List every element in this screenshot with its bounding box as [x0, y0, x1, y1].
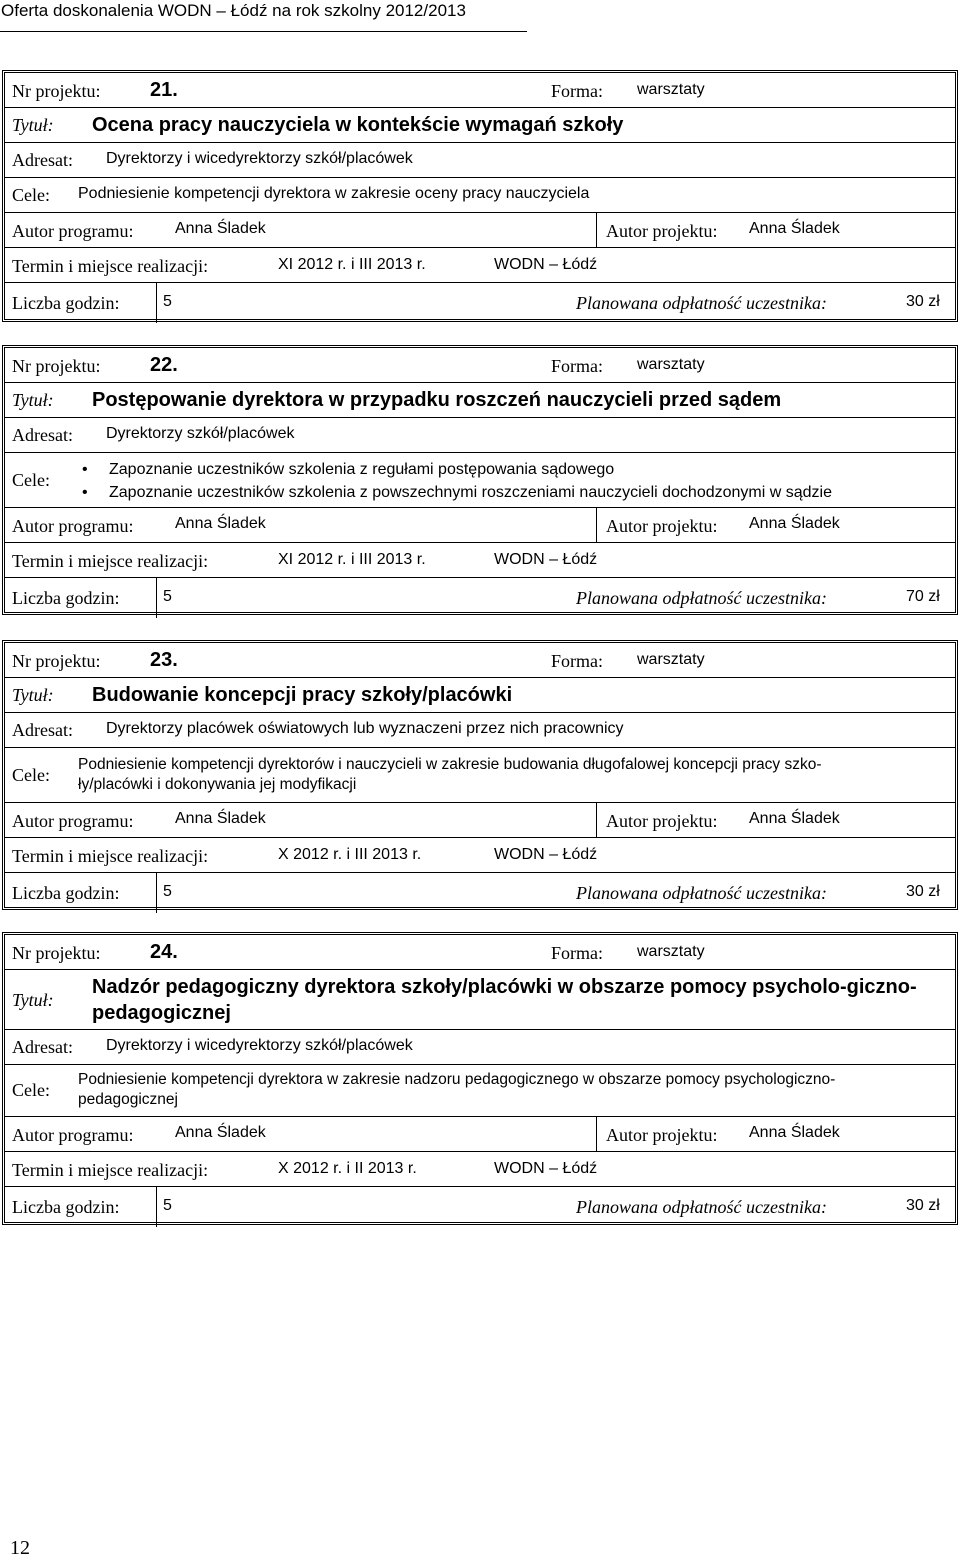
autor-projektu-value: Anna Śladek	[749, 1124, 840, 1141]
autor-programu-label: Autor programu:	[12, 221, 134, 241]
autor-projektu-label: Autor projektu:	[606, 221, 718, 241]
project-title: Budowanie koncepcji pracy szkoły/placówki	[92, 684, 513, 706]
termin-value: X 2012 r. i II 2013 r.	[278, 1160, 417, 1177]
project-card-21	[2, 70, 958, 322]
header-title: Oferta doskonalenia WODN – Łódź na rok szkolny 2012/2013	[1, 1, 466, 20]
cele-value: Podniesienie kompetencji dyrektorów i nauczycieli w zakresie budowania długofalowej koncepcji pracy szko-ły/placówki i dokonywania jej modyfikacji	[78, 756, 822, 793]
project-number: 21.	[150, 79, 178, 101]
odplatnosc-label: Planowana odpłatność uczestnika:	[576, 588, 827, 608]
godziny-value: 5	[163, 1197, 172, 1214]
forma-value: warsztaty	[637, 81, 705, 98]
liczba-label: Liczba godzin:	[12, 1197, 120, 1217]
row-termin	[5, 248, 955, 283]
miejsce-value: WODN – Łódź	[494, 551, 598, 568]
row-liczba	[5, 283, 955, 323]
row-cele	[5, 453, 955, 508]
odplatnosc-value: 30 zł	[906, 1197, 940, 1214]
adresat-value: Dyrektorzy szkół/placówek	[106, 425, 295, 442]
termin-label: Termin i miejsce realizacji:	[12, 256, 209, 276]
forma-label: Forma:	[551, 651, 603, 671]
termin-value: XI 2012 r. i III 2013 r.	[278, 256, 426, 273]
row-tytul	[5, 678, 955, 713]
autor-programu-label: Autor programu:	[12, 811, 134, 831]
adresat-label: Adresat:	[12, 150, 73, 170]
odplatnosc-label: Planowana odpłatność uczestnika:	[576, 293, 827, 313]
row-nr-forma	[5, 643, 955, 678]
project-title: Ocena pracy nauczyciela w kontekście wymagań szkoły	[92, 114, 624, 136]
project-title: Postępowanie dyrektora w przypadku roszczeń nauczycieli przed sądem	[92, 389, 782, 411]
autor-projektu-value: Anna Śladek	[749, 810, 840, 827]
divider	[596, 803, 597, 837]
adresat-label: Adresat:	[12, 720, 73, 740]
cele-list-item: • Zapoznanie uczestników szkolenia z regułami postępowania sądowego	[82, 458, 832, 481]
row-tytul	[5, 970, 955, 1030]
termin-label: Termin i miejsce realizacji:	[12, 846, 209, 866]
cele-value: Podniesienie kompetencji dyrektora w zakresie oceny pracy nauczyciela	[78, 185, 590, 202]
row-adresat	[5, 713, 955, 748]
odplatnosc-value: 70 zł	[906, 588, 940, 605]
tytul-label: Tytuł:	[12, 390, 54, 410]
row-nr-forma	[5, 348, 955, 383]
tytul-label: Tytuł:	[12, 685, 54, 705]
project-card-24	[2, 932, 958, 1225]
cele-label: Cele:	[12, 1080, 50, 1100]
autor-projektu-value: Anna Śladek	[749, 515, 840, 532]
godziny-value: 5	[163, 588, 172, 605]
autor-programu-value: Anna Śladek	[175, 1124, 266, 1141]
autor-projektu-value: Anna Śladek	[749, 220, 840, 237]
divider	[156, 873, 157, 913]
termin-label: Termin i miejsce realizacji:	[12, 551, 209, 571]
page-number: 12	[10, 1537, 30, 1559]
project-number: 22.	[150, 354, 178, 376]
row-autorzy	[5, 508, 955, 543]
project-title: Nadzór pedagogiczny dyrektora szkoły/placówki w obszarze pomocy psycholo-giczno-pedagogicznej	[92, 976, 917, 1024]
row-autorzy	[5, 213, 955, 248]
cele-label: Cele:	[12, 765, 50, 785]
project-card-23	[2, 640, 958, 910]
row-liczba	[5, 1187, 955, 1227]
miejsce-value: WODN – Łódź	[494, 846, 598, 863]
row-adresat	[5, 418, 955, 453]
nr-label: Nr projektu:	[12, 651, 101, 671]
autor-projektu-label: Autor projektu:	[606, 516, 718, 536]
row-termin	[5, 838, 955, 873]
cele-list	[82, 458, 832, 504]
divider	[156, 1187, 157, 1227]
nr-label: Nr projektu:	[12, 356, 101, 376]
forma-label: Forma:	[551, 356, 603, 376]
row-liczba	[5, 873, 955, 913]
row-nr-forma	[5, 935, 955, 970]
adresat-label: Adresat:	[12, 425, 73, 445]
miejsce-value: WODN – Łódź	[494, 256, 598, 273]
row-adresat	[5, 143, 955, 178]
adresat-value: Dyrektorzy i wicedyrektorzy szkół/placówek	[106, 1037, 413, 1054]
divider	[156, 283, 157, 323]
row-nr-forma	[5, 73, 955, 108]
odplatnosc-value: 30 zł	[906, 293, 940, 310]
termin-value: X 2012 r. i III 2013 r.	[278, 846, 422, 863]
termin-label: Termin i miejsce realizacji:	[12, 1160, 209, 1180]
adresat-label: Adresat:	[12, 1037, 73, 1057]
autor-programu-label: Autor programu:	[12, 516, 134, 536]
row-adresat	[5, 1030, 955, 1065]
page-header	[0, 0, 527, 32]
row-tytul	[5, 383, 955, 418]
liczba-label: Liczba godzin:	[12, 293, 120, 313]
godziny-value: 5	[163, 293, 172, 310]
odplatnosc-value: 30 zł	[906, 883, 940, 900]
forma-label: Forma:	[551, 943, 603, 963]
liczba-label: Liczba godzin:	[12, 588, 120, 608]
forma-label: Forma:	[551, 81, 603, 101]
project-number: 24.	[150, 941, 178, 963]
autor-programu-value: Anna Śladek	[175, 810, 266, 827]
liczba-label: Liczba godzin:	[12, 883, 120, 903]
divider	[596, 1117, 597, 1151]
row-autorzy	[5, 1117, 955, 1152]
forma-value: warsztaty	[637, 943, 705, 960]
miejsce-value: WODN – Łódź	[494, 1160, 598, 1177]
divider	[596, 213, 597, 247]
row-autorzy	[5, 803, 955, 838]
cele-label: Cele:	[12, 470, 50, 490]
adresat-value: Dyrektorzy i wicedyrektorzy szkół/placówek	[106, 150, 413, 167]
row-tytul	[5, 108, 955, 143]
row-cele	[5, 748, 955, 803]
termin-value: XI 2012 r. i III 2013 r.	[278, 551, 426, 568]
project-number: 23.	[150, 649, 178, 671]
autor-projektu-label: Autor projektu:	[606, 1125, 718, 1145]
row-termin	[5, 543, 955, 578]
row-cele	[5, 1065, 955, 1117]
nr-label: Nr projektu:	[12, 943, 101, 963]
project-card-22	[2, 345, 958, 615]
divider	[156, 578, 157, 618]
godziny-value: 5	[163, 883, 172, 900]
autor-projektu-label: Autor projektu:	[606, 811, 718, 831]
forma-value: warsztaty	[637, 356, 705, 373]
tytul-label: Tytuł:	[12, 990, 54, 1010]
cele-list-item: • Zapoznanie uczestników szkolenia z powszechnymi roszczeniami nauczycieli dochodzonymi w sądzie	[82, 481, 832, 504]
cele-label: Cele:	[12, 185, 50, 205]
autor-programu-label: Autor programu:	[12, 1125, 134, 1145]
forma-value: warsztaty	[637, 651, 705, 668]
odplatnosc-label: Planowana odpłatność uczestnika:	[576, 1197, 827, 1217]
row-termin	[5, 1152, 955, 1187]
row-liczba	[5, 578, 955, 618]
nr-label: Nr projektu:	[12, 81, 101, 101]
autor-programu-value: Anna Śladek	[175, 515, 266, 532]
tytul-label: Tytuł:	[12, 115, 54, 135]
cele-value: Podniesienie kompetencji dyrektora w zakresie nadzoru pedagogicznego w obszarze pomocy psychologiczno-pedagogicznej	[78, 1071, 836, 1108]
row-cele	[5, 178, 955, 213]
autor-programu-value: Anna Śladek	[175, 220, 266, 237]
odplatnosc-label: Planowana odpłatność uczestnika:	[576, 883, 827, 903]
divider	[596, 508, 597, 542]
adresat-value: Dyrektorzy placówek oświatowych lub wyznaczeni przez nich pracownicy	[106, 720, 624, 737]
